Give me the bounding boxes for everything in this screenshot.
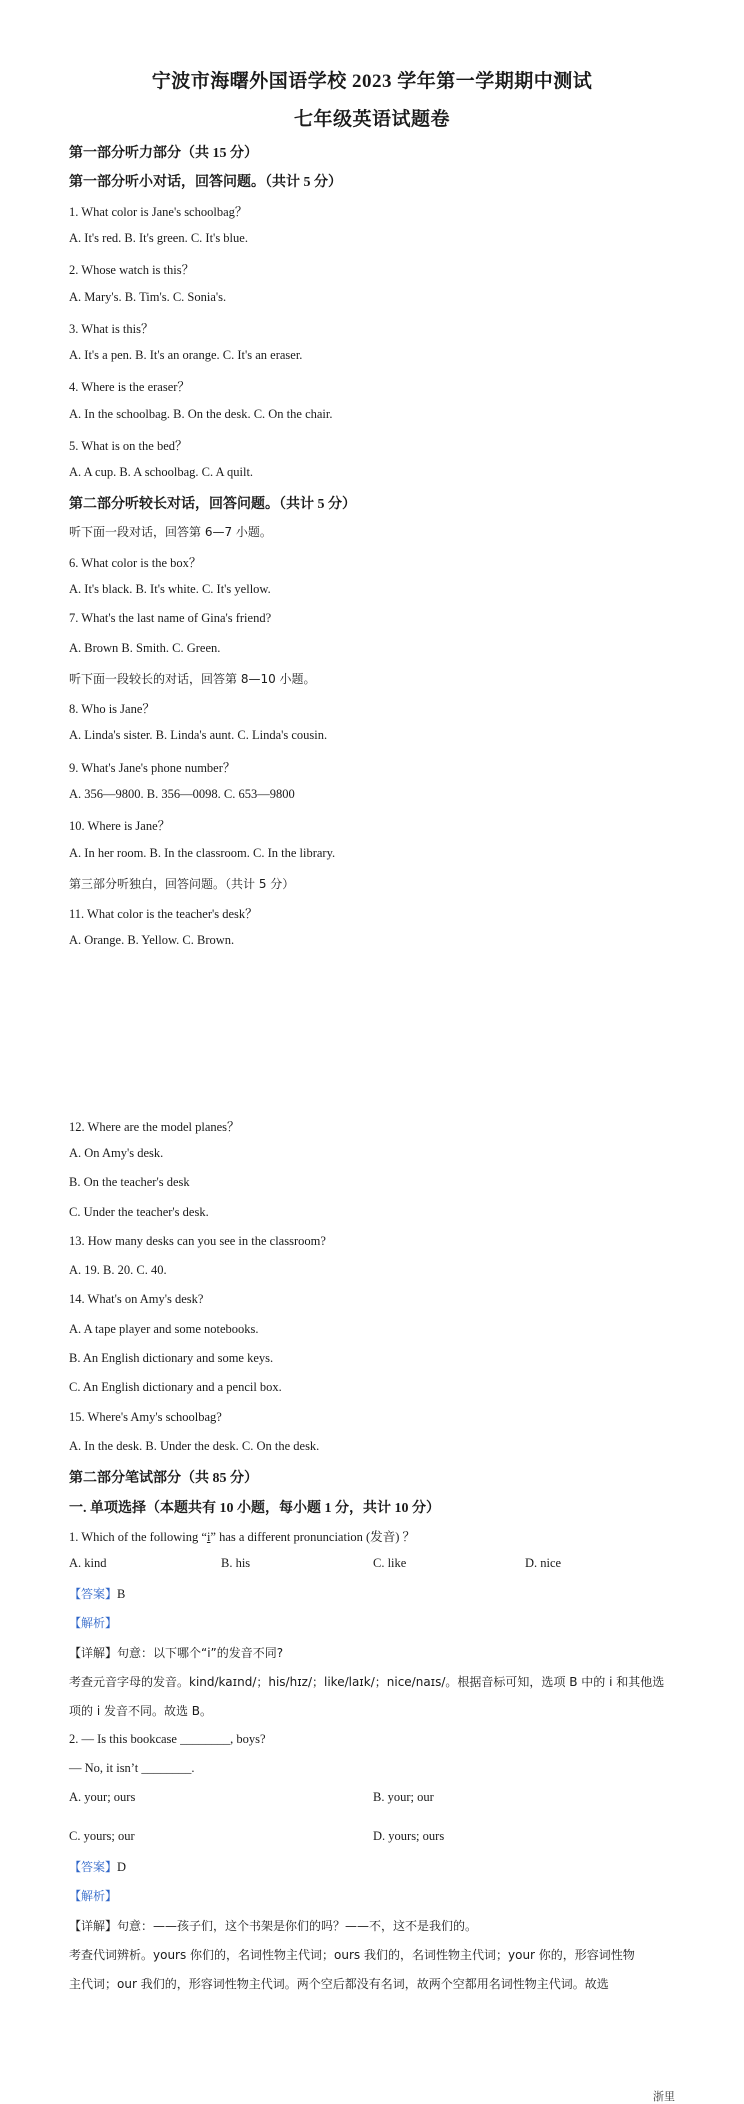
w1-explanation-2: 项的 i 发音不同。故选 B。 — [69, 1704, 213, 1718]
question-13-options: A. 19. B. 20. C. 40. — [69, 1263, 167, 1277]
question-1: 1. What color is Jane's schoolbag？ — [69, 205, 248, 219]
question-14: 14. What's on Amy's desk? — [69, 1292, 204, 1306]
w2-option-a: A. your; ours — [69, 1790, 136, 1804]
exam-subtitle: 七年级英语试题卷 — [293, 109, 450, 130]
question-3: 3. What is this？ — [69, 322, 154, 336]
question-7: 7. What's the last name of Gina's friend? — [69, 611, 272, 625]
w1-option-c: C. like — [373, 1556, 407, 1570]
question-1-options: A. It's red. B. It's green. C. It's blue. — [69, 231, 248, 245]
w1-answer-value: B — [117, 1587, 126, 1601]
w1-detail: 【详解】句意：以下哪个“i”的发音不同? — [69, 1646, 284, 1660]
written-question-1-suffix: ” has a different pronunciation (发音) ？ — [210, 1530, 415, 1544]
section3-heading: 第三部分听独白，回答问题。（共计 5 分） — [69, 877, 295, 891]
corner-watermark-text: 浙里 — [653, 2090, 675, 2103]
w1-answer-line — [69, 1585, 125, 1602]
analysis-label-2: 【解析】 — [69, 1889, 118, 1903]
answer-label-2: 【答案】 — [69, 1860, 118, 1874]
question-5-options: A. A cup. B. A schoolbag. C. A quilt. — [69, 465, 254, 479]
question-12-option-c: C. Under the teacher's desk. — [69, 1205, 209, 1219]
underlined-letter-i: i — [206, 1530, 211, 1544]
section2-note-1: 听下面一段对话，回答第 6—7 小题。 — [69, 525, 272, 539]
question-14-option-a: A. A tape player and some notebooks. — [69, 1322, 259, 1336]
written-question-1-options — [69, 1556, 677, 1571]
w1-analysis-line — [69, 1614, 117, 1631]
question-15-options: A. In the desk. B. Under the desk. C. On the desk. — [69, 1439, 320, 1453]
question-10: 10. Where is Jane？ — [69, 819, 171, 833]
question-5: 5. What is on the bed？ — [69, 439, 188, 453]
question-9: 9. What's Jane's phone number？ — [69, 761, 236, 775]
question-2-options: A. Mary's. B. Tim's. C. Sonia's. — [69, 290, 227, 304]
section2-note-2: 听下面一段较长的对话，回答第 8—10 小题。 — [69, 672, 316, 686]
w2-analysis-line — [69, 1887, 117, 1904]
w2-answer-value: D — [117, 1860, 127, 1874]
question-4: 4. Where is the eraser？ — [69, 380, 190, 394]
w2-explanation-2: 主代词；our 我们的，形容词性物主代词。两个空后都没有名词，故两个空都用名词性物主代词。故选 — [69, 1977, 609, 1991]
w1-option-d: D. nice — [525, 1556, 562, 1570]
question-12-option-a: A. On Amy's desk. — [69, 1146, 164, 1160]
question-12-option-b: B. On the teacher's desk — [69, 1175, 190, 1189]
w2-option-d: D. yours; ours — [373, 1829, 445, 1843]
written-question-1 — [69, 1527, 415, 1545]
w1-option-b: B. his — [221, 1556, 251, 1570]
w2-detail: 【详解】句意：——孩子们，这个书架是你们的吗？——不，这不是我们的。 — [69, 1919, 478, 1933]
w1-explanation-1: 考查元音字母的发音。kind/kaɪnd/；his/hɪz/；like/laɪk/；nice/naɪs/。根据音标可知，选项 B 中的 i 和其他选 — [69, 1675, 665, 1689]
question-6-options: A. It's black. B. It's white. C. It's yellow. — [69, 582, 271, 596]
question-11: 11. What color is the teacher's desk？ — [69, 907, 258, 921]
written-question-2-reply: — No, it isn’t ________. — [69, 1761, 195, 1775]
section2-heading: 第二部分听较长对话，回答问题。（共计 5 分） — [69, 497, 356, 512]
question-3-options: A. It's a pen. B. It's an orange. C. It's an eraser. — [69, 348, 303, 362]
analysis-label: 【解析】 — [69, 1616, 118, 1630]
w2-option-b: B. your; our — [373, 1790, 434, 1804]
question-14-option-b: B. An English dictionary and some keys. — [69, 1351, 274, 1365]
question-10-options: A. In her room. B. In the classroom. C. In the library. — [69, 846, 336, 860]
question-13: 13. How many desks can you see in the classroom? — [69, 1234, 326, 1248]
question-11-options: A. Orange. B. Yellow. C. Brown. — [69, 933, 235, 947]
question-7-options: A. Brown B. Smith. C. Green. — [69, 641, 221, 655]
written-question-1-prefix: 1. Which of the following “ — [69, 1530, 207, 1544]
question-2: 2. Whose watch is this？ — [69, 263, 195, 277]
part1-heading: 第一部分听力部分（共 15 分） — [69, 146, 258, 161]
written-question-2: 2. — Is this bookcase ________, boys? — [69, 1732, 266, 1746]
w1-option-a: A. kind — [69, 1556, 107, 1570]
question-15: 15. Where's Amy's schoolbag? — [69, 1410, 222, 1424]
part2-heading: 第二部分笔试部分（共 85 分） — [69, 1471, 258, 1486]
part2-subheading: 一. 单项选择（本题共有 10 小题，每小题 1 分，共计 10 分） — [69, 1501, 440, 1516]
question-9-options: A. 356—9800. B. 356—0098. C. 653—9800 — [69, 787, 295, 801]
question-14-option-c: C. An English dictionary and a pencil box. — [69, 1380, 282, 1394]
question-6: 6. What color is the box？ — [69, 556, 202, 570]
answer-label: 【答案】 — [69, 1587, 118, 1601]
written-question-2-options-row1 — [69, 1790, 677, 1805]
question-8: 8. Who is Jane？ — [69, 702, 155, 716]
question-12: 12. Where are the model planes？ — [69, 1120, 240, 1134]
section1-heading: 第一部分听小对话，回答问题。（共计 5 分） — [69, 175, 342, 190]
w2-explanation-1: 考查代词辨析。yours 你们的，名词性物主代词；ours 我们的，名词性物主代词；your 你的，形容词性物 — [69, 1948, 635, 1962]
question-4-options: A. In the schoolbag. B. On the desk. C. On the chair. — [69, 407, 333, 421]
w2-answer-line — [69, 1858, 126, 1875]
written-question-2-options-row2 — [69, 1829, 677, 1844]
exam-title: 宁波市海曙外国语学校 2023 学年第一学期期中测试 — [151, 71, 593, 92]
question-8-options: A. Linda's sister. B. Linda's aunt. C. Linda's cousin. — [69, 728, 328, 742]
w2-option-c: C. yours; our — [69, 1829, 135, 1843]
